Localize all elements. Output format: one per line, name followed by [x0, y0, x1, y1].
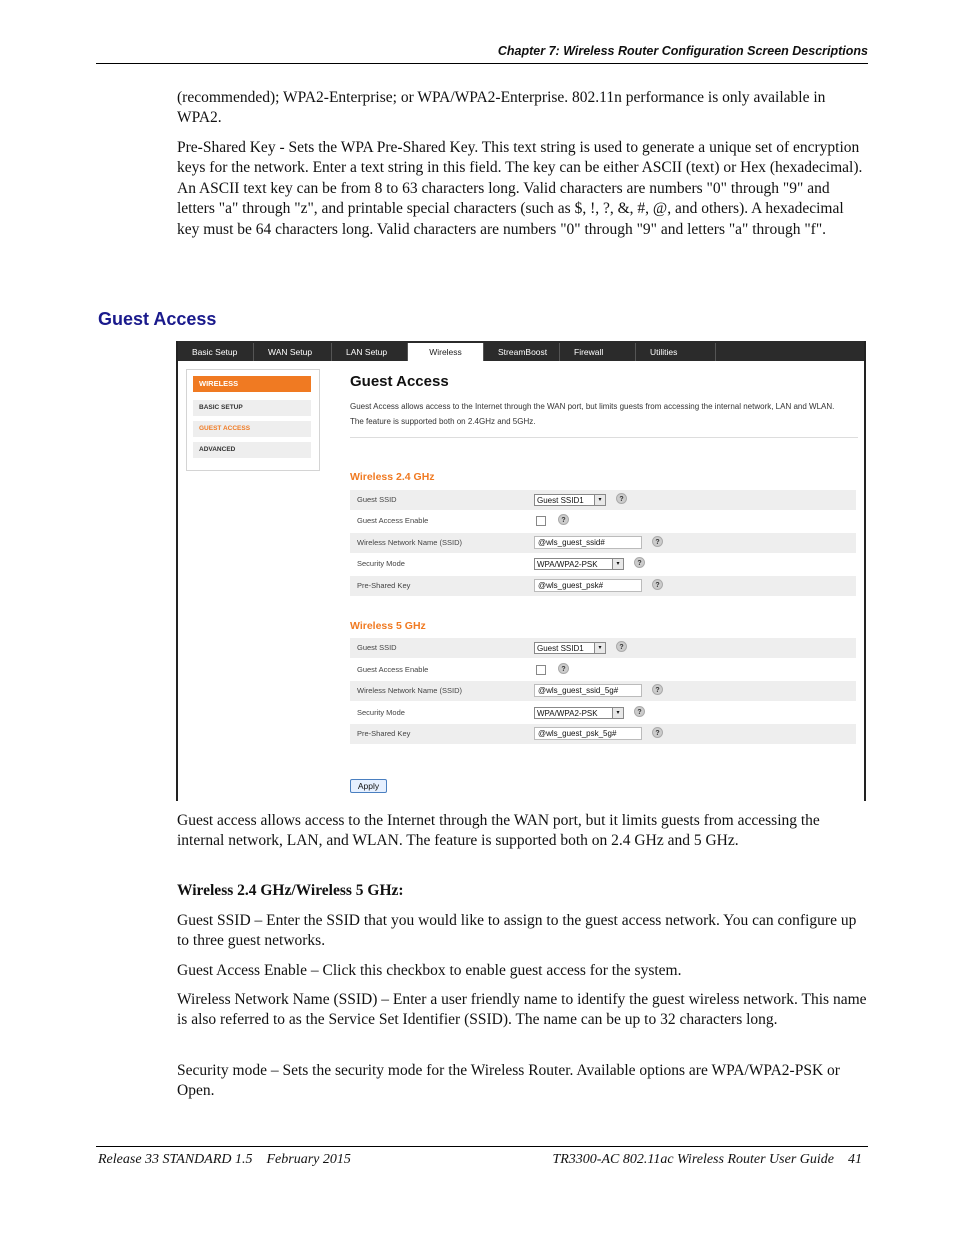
band24-enable-row	[350, 511, 856, 531]
row-label: Pre-Shared Key	[357, 729, 411, 738]
sidebar-item-basic-setup[interactable]: BASIC SETUP	[193, 400, 311, 416]
help-icon[interactable]: ?	[652, 684, 663, 695]
header-rule	[96, 63, 868, 64]
intro-paragraph-1: (recommended); WPA2-Enterprise; or WPA/WPA2-Enterprise. 802.11n performance is only available in WPA2.	[177, 89, 826, 127]
guest-ssid-select[interactable]	[534, 642, 606, 654]
footer-left: Release 33 STANDARD 1.5 February 2015	[98, 1152, 351, 1167]
tab-wireless[interactable]: Wireless	[408, 343, 484, 361]
sidebar-title: WIRELESS	[193, 376, 311, 392]
chevron-down-icon: ▾	[612, 559, 623, 569]
select-value: Guest SSID1	[537, 496, 584, 505]
network-name-input[interactable]: @wls_guest_ssid#	[534, 536, 642, 549]
chapter-title: Wireless Router Configuration Screen Descriptions	[563, 44, 868, 58]
band5-network-name-row	[350, 681, 856, 701]
row-label: Wireless Network Name (SSID)	[357, 538, 463, 547]
router-screenshot	[176, 341, 866, 801]
tab-wan-setup[interactable]: WAN Setup	[254, 343, 332, 361]
body-paragraph-5: Security mode – Sets the security mode for the Wireless Router. Available options are WPA/WPA2-PSK or Open.	[177, 1062, 840, 1100]
section-heading: Guest Access	[98, 309, 217, 329]
band24-heading: Wireless 2.4 GHz	[350, 471, 435, 483]
band5-psk-row	[350, 724, 856, 744]
panel-description: Guest Access allows access to the Internet through the WAN port, but limits guests from accessing the internal network, LAN and WLAN. The feature is supported both on 2.4GHz and 5GHz.	[350, 402, 835, 426]
apply-button[interactable]: Apply	[350, 779, 387, 793]
help-icon[interactable]: ?	[558, 663, 569, 674]
psk-input[interactable]: @wls_guest_psk#	[534, 579, 642, 592]
panel-title: Guest Access	[350, 373, 449, 390]
tab-bar	[178, 341, 864, 361]
intro-paragraph-2: Pre-Shared Key - Sets the WPA Pre-Shared Key. This text string is used to generate a unique set of encryption keys for the network. Enter a text string in this field. The key can be either ASCII (text) or Hex (hexadecimal). An ASCII text key can be from 8 to 63 characters long. Valid characters are numbers "0" through "9" and letters "a" through "z", and printable special characters (such as $, !, ?, &, #, @, and others). A hexadecimal key must be 64 characters long. Valid characters are numbers "0" through "9" and letters "a" through "f".	[177, 139, 863, 238]
tab-utilities[interactable]: Utilities	[636, 343, 716, 361]
row-label: Pre-Shared Key	[357, 581, 411, 590]
chevron-down-icon: ▾	[612, 708, 623, 718]
band24-psk-row	[350, 576, 856, 596]
tab-basic-setup[interactable]: Basic Setup	[178, 343, 254, 361]
band5-guest-ssid-row	[350, 638, 856, 658]
band5-enable-row	[350, 660, 856, 680]
help-icon[interactable]: ?	[616, 493, 627, 504]
row-label: Guest Access Enable	[357, 665, 429, 674]
sidebar-item-advanced[interactable]: ADVANCED	[193, 442, 311, 458]
help-icon[interactable]: ?	[634, 706, 645, 717]
select-value: WPA/WPA2-PSK	[537, 560, 598, 569]
band24-network-name-row	[350, 533, 856, 553]
divider	[350, 437, 858, 438]
sidebar	[186, 369, 320, 471]
help-icon[interactable]: ?	[652, 536, 663, 547]
body-paragraph-2: Guest SSID – Enter the SSID that you would like to assign to the guest access network. You can configure up to three guest networks.	[177, 912, 857, 950]
band5-security-mode-row	[350, 703, 856, 723]
row-label: Wireless Network Name (SSID)	[357, 686, 463, 695]
psk-input[interactable]: @wls_guest_psk_5g#	[534, 727, 642, 740]
guest-ssid-select[interactable]	[534, 494, 606, 506]
body-paragraph-4: Wireless Network Name (SSID) – Enter a user friendly name to identify the guest wireless network. This name is also referred to as the Service Set Identifier (SSID). The name can be up to 32 characters long.	[177, 991, 867, 1029]
security-mode-select[interactable]	[534, 558, 624, 570]
tab-lan-setup[interactable]: LAN Setup	[332, 343, 408, 361]
footer-rule	[96, 1146, 868, 1147]
select-value: Guest SSID1	[537, 644, 584, 653]
band24-guest-ssid-row	[350, 490, 856, 510]
guest-access-enable-checkbox[interactable]	[536, 665, 546, 675]
security-mode-select[interactable]	[534, 707, 624, 719]
row-label: Guest SSID	[357, 495, 397, 504]
body-subheading: Wireless 2.4 GHz/Wireless 5 GHz:	[177, 882, 404, 899]
network-name-input[interactable]: @wls_guest_ssid_5g#	[534, 684, 642, 697]
band24-security-mode-row	[350, 554, 856, 574]
row-label: Guest Access Enable	[357, 516, 429, 525]
select-value: WPA/WPA2-PSK	[537, 709, 598, 718]
help-icon[interactable]: ?	[652, 579, 663, 590]
sidebar-item-guest-access[interactable]: GUEST ACCESS	[193, 421, 311, 437]
tab-streamboost[interactable]: StreamBoost	[484, 343, 560, 361]
help-icon[interactable]: ?	[616, 641, 627, 652]
row-label: Guest SSID	[357, 643, 397, 652]
footer-right: TR3300-AC 802.11ac Wireless Router User Guide 41	[552, 1152, 862, 1167]
chevron-down-icon: ▾	[594, 643, 605, 653]
running-header: Chapter 7: Wireless Router Configuration Screen Descriptions	[497, 44, 868, 58]
body-paragraph-3: Guest Access Enable – Click this checkbox to enable guest access for the system.	[177, 962, 682, 979]
chevron-down-icon: ▾	[594, 495, 605, 505]
row-label: Security Mode	[357, 708, 405, 717]
row-label: Security Mode	[357, 559, 405, 568]
help-icon[interactable]: ?	[652, 727, 663, 738]
tab-firewall[interactable]: Firewall	[560, 343, 636, 361]
help-icon[interactable]: ?	[558, 514, 569, 525]
guest-access-enable-checkbox[interactable]	[536, 516, 546, 526]
band5-heading: Wireless 5 GHz	[350, 620, 426, 632]
chapter-label: Chapter 7	[497, 44, 556, 58]
body-paragraph-1: Guest access allows access to the Internet through the WAN port, but it limits guests from accessing the internal network, LAN, and WLAN. The feature is supported both on 2.4 GHz and 5 GHz.	[177, 812, 820, 850]
help-icon[interactable]: ?	[634, 557, 645, 568]
